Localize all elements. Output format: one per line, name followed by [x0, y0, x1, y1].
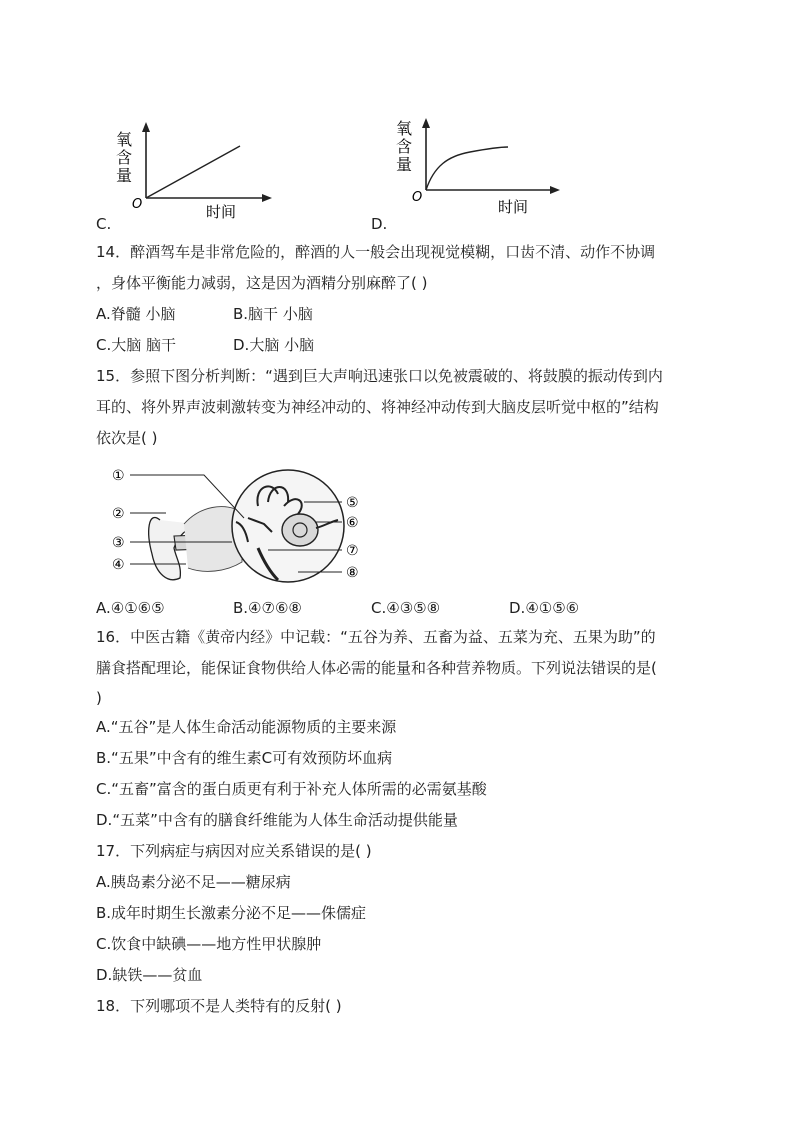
- graph-d-y-arrow: [422, 118, 430, 128]
- q16-option-c: C.“五畜”富含的蛋白质更有利于补充人体所需的必需氨基酸: [96, 780, 487, 798]
- graph-c-ylabel-3: 量: [116, 166, 133, 185]
- q14-option-d: D.大脑 小脑: [233, 336, 315, 354]
- q15-option-b: B.④⑦⑥⑧: [233, 599, 302, 617]
- graph-c: [110, 118, 280, 226]
- graph-d-ylabel-2: 含: [396, 137, 413, 156]
- q14-stem-line-2: ，身体平衡能力减弱，这是因为酒精分别麻醉了( ): [96, 274, 428, 292]
- q15-stem-line-2: 耳的、将外界声波刺激转变为神经冲动的、将神经冲动传到大脑皮层听觉中枢的”结构: [96, 398, 659, 416]
- graph-c-y-arrow: [142, 122, 150, 132]
- q15-stem-line-3: 依次是( ): [96, 429, 158, 447]
- q16-stem-line-1: 16．中医古籍《黄帝内经》中记载：“五谷为养、五畜为益、五菜为充、五果为助”的: [96, 628, 656, 646]
- ear-structure-diagram: [108, 462, 378, 588]
- graph-d-curve: [426, 147, 508, 190]
- graph-d: [390, 114, 570, 222]
- q15-stem-line-1: 15．参照下图分析判断：“遇到巨大声响迅速张口以免被震破的、将鼓膜的振动传到内: [96, 367, 663, 385]
- graph-d-ylabel-3: 量: [396, 155, 413, 174]
- graph-c-ylabel-1: 氧: [116, 130, 133, 149]
- graph-d-x-arrow: [550, 186, 560, 194]
- q14-option-b: B.脑干 小脑: [233, 305, 313, 323]
- diagram-label-1: ①: [112, 468, 125, 484]
- q14-option-a: A.脊髓 小脑: [96, 305, 176, 323]
- diagram-label-8: ⑧: [346, 565, 359, 581]
- graph-d-origin: O: [412, 190, 423, 205]
- graph-c-origin: O: [132, 197, 143, 212]
- q15-option-c: C.④③⑤⑧: [371, 599, 441, 617]
- q15-option-a: A.④①⑥⑤: [96, 599, 165, 617]
- graph-c-line: [146, 146, 240, 198]
- diagram-label-2: ②: [112, 506, 125, 522]
- graph-c-option-label: C.: [96, 215, 112, 233]
- cochlea: [282, 514, 318, 546]
- diagram-label-4: ④: [112, 557, 125, 573]
- q17-option-b: B.成年时期生长激素分泌不足——侏儒症: [96, 904, 367, 922]
- graph-c-xlabel: 时间: [206, 203, 237, 221]
- graph-d-option-label: D.: [371, 215, 388, 233]
- graph-c-ylabel-2: 含: [116, 148, 133, 167]
- q16-stem-line-3: ): [96, 689, 102, 707]
- q18-stem-line-1: 18．下列哪项不是人类特有的反射( ): [96, 997, 342, 1015]
- q17-option-d: D.缺铁——贫血: [96, 966, 203, 984]
- q14-option-c: C.大脑 脑干: [96, 336, 177, 354]
- graph-d-ylabel-1: 氧: [396, 119, 413, 138]
- q16-option-d: D.“五菜”中含有的膳食纤维能为人体生命活动提供能量: [96, 811, 458, 829]
- q17-option-a: A.胰岛素分泌不足——糖尿病: [96, 873, 291, 891]
- diagram-label-7: ⑦: [346, 543, 359, 559]
- graph-c-x-arrow: [262, 194, 272, 202]
- diagram-label-3: ③: [112, 535, 125, 551]
- q14-stem-line-1: 14．醉酒驾车是非常危险的，醉酒的人一般会出现视觉模糊，口齿不清、动作不协调: [96, 243, 656, 261]
- q16-stem-line-2: 膳食搭配理论，能保证食物供给人体必需的能量和各种营养物质。下列说法错误的是(: [96, 659, 657, 677]
- diagram-label-6: ⑥: [346, 515, 359, 531]
- q15-option-d: D.④①⑤⑥: [509, 599, 580, 617]
- q17-option-c: C.饮食中缺碘——地方性甲状腺肿: [96, 935, 322, 953]
- graph-d-xlabel: 时间: [498, 198, 529, 216]
- q16-option-a: A.“五谷”是人体生命活动能源物质的主要来源: [96, 718, 397, 736]
- diagram-label-5: ⑤: [346, 495, 359, 511]
- q17-stem-line-1: 17．下列病症与病因对应关系错误的是( ): [96, 842, 372, 860]
- q16-option-b: B.“五果”中含有的维生素C可有效预防坏血病: [96, 749, 393, 767]
